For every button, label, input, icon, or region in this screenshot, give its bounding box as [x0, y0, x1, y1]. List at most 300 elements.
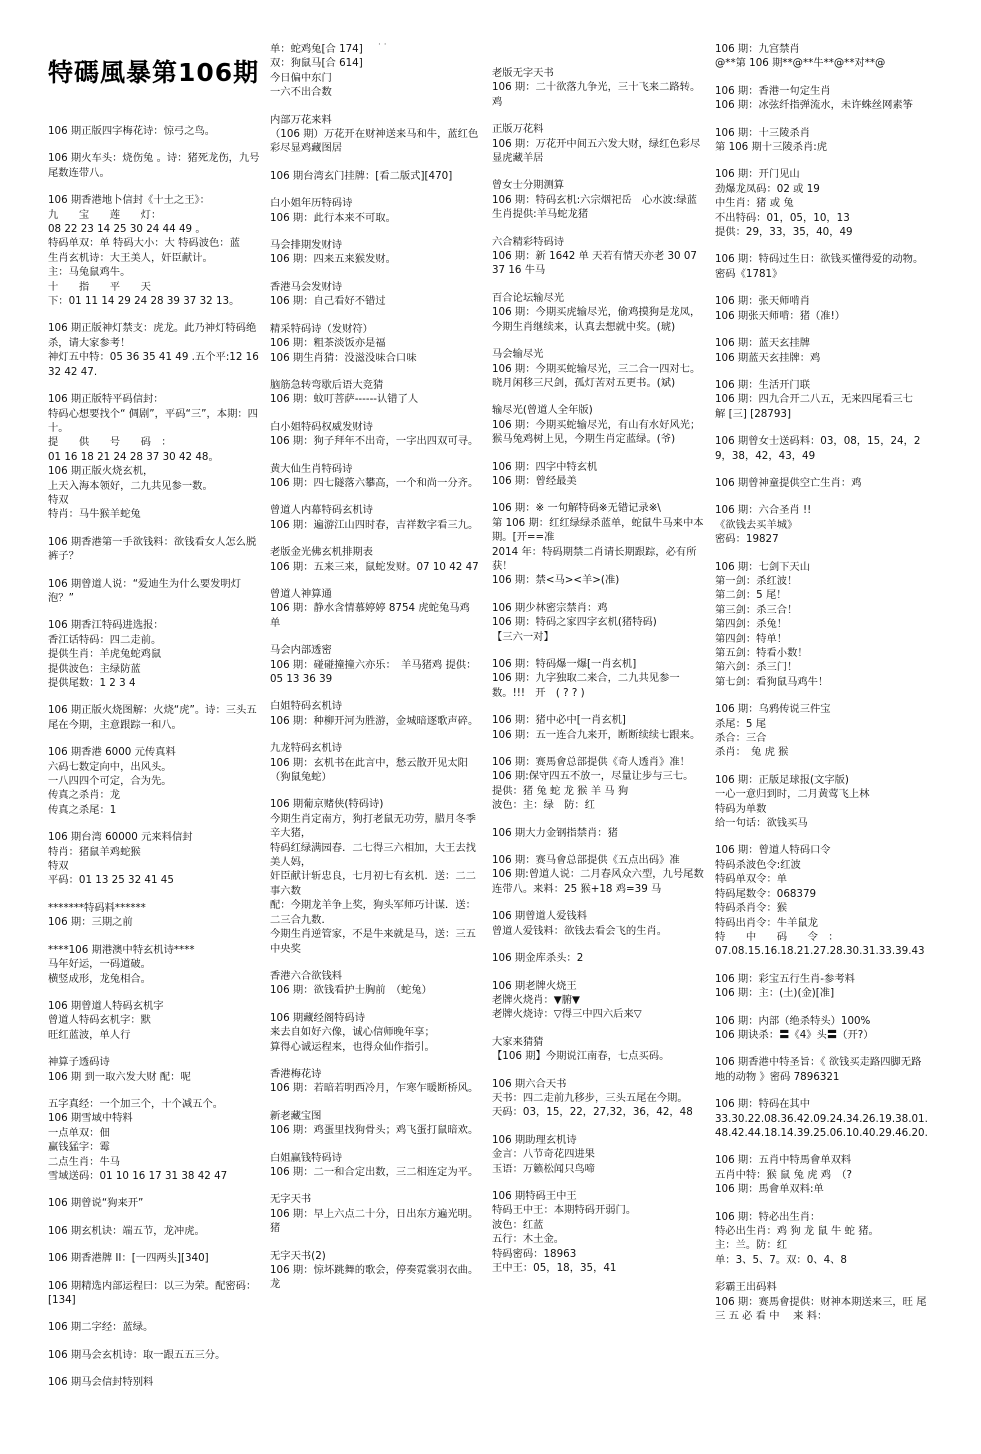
text-line: 106 期:曾道人说：二月春风众六型，九号尾数连带八。来料：25 猴+18 鸡=39 马 [492, 868, 704, 895]
text-line: 特双 [48, 493, 69, 506]
text-block [715, 1210, 929, 1268]
text-line: 106 期：四来五来猴发财。 [270, 253, 396, 266]
text-line: 106 期：四字中特玄机 [492, 460, 598, 473]
text-line: 提供波色：主绿防蓝 [48, 662, 141, 675]
text-line: 106 期：碰碰撞撞六亦乐： 羊马猪鸡 提供：05 13 36 39 [270, 658, 477, 685]
text-line: 今期生肖逆管家，不是牛来就是马，送：三五中央奖 [270, 928, 476, 955]
text-line: 106 期：静水含情慕婷婷 8754 虎蛇兔马鸡 单 [270, 602, 474, 629]
text-line: 提供尾数：1 2 3 4 [48, 677, 136, 689]
text-line: 106 期生肖猜：没滋没味合口味 [270, 351, 417, 364]
text-line: 106 期：赛馬會总部提供《奇人透肖》准！ [492, 756, 690, 769]
text-block [270, 280, 482, 309]
text-line: 主：兰。防：红 [715, 1239, 788, 1252]
text-line: 提 供 号 码 ： [48, 436, 172, 449]
text-block [715, 843, 929, 958]
text-line: 五字真经：一个加三个，十个减五个。 [48, 1097, 224, 1110]
text-line: 赢钱猛字：霉 [48, 1141, 110, 1154]
text-line: 马年好运，一码道破。 [48, 958, 151, 971]
text-line: 老版无字天书 [492, 67, 554, 79]
text-line: 106 期曾女士送码料：03，08，15，24，29，38，42，43，49 [715, 435, 921, 462]
text-line: 106 期葡京赌侠(特码诗) [270, 798, 384, 811]
text-block [270, 643, 482, 686]
text-line: 特码密码：18963 [492, 1247, 577, 1260]
text-line: 106 期正版特平码信封： [48, 393, 164, 406]
text-block [270, 1151, 482, 1180]
text-block [715, 167, 929, 239]
text-line: 106 期：五一连合九来开，断断续续七跟来。 [492, 728, 701, 741]
text-line: 不出特码：01，05，10，13 [715, 211, 850, 224]
text-line: 特 中 码 令 ： [715, 930, 839, 943]
text-block [492, 713, 706, 742]
text-line: 第一剑：杀红波！ [715, 574, 798, 587]
text-line: 106 期台湾玄门挂牌：[看二版式][470] [270, 169, 453, 182]
text-line: 提供：29，33，35，40，49 [715, 226, 853, 239]
text-block [270, 42, 482, 100]
text-line: 提供：猪 兔 蛇 龙 猴 羊 马 狗 [492, 784, 629, 797]
text-line: 106 期：惊坏跳舞的歌会，停奏霓裳羽衣曲。龙 [270, 1264, 479, 1291]
text-block [492, 347, 706, 390]
text-line: 神算子透码诗 [48, 1056, 110, 1069]
text-block [270, 196, 482, 225]
text-line: 马会内部透密 [270, 644, 332, 657]
text-block [715, 1014, 929, 1043]
text-line: 特码单双：单 特码大小：大 特码波色：蓝 [48, 237, 240, 250]
text-line: 106 期金库杀头：2 [492, 952, 584, 965]
text-line: 106 期：自己看好不错过 [270, 295, 386, 308]
text-line: 106 期香港 6000 元传真料 [48, 746, 176, 759]
text-line: 今日偏中东门 [270, 71, 332, 84]
text-line: 106 期：五来三来，鼠蛇发财。07 10 42 47 [270, 560, 479, 573]
text-line: 马会输尽光 [492, 348, 544, 361]
text-block [270, 969, 482, 998]
text-line: 六合精彩特码诗 [492, 235, 565, 248]
text-line: 106 期：玄机书在此言中，愁云散开见太阳（狗鼠兔蛇） [270, 756, 468, 784]
text-block [48, 943, 260, 986]
text-line: 01 16 18 21 24 28 37 30 42 48。 [48, 450, 219, 463]
text-block [715, 1055, 929, 1084]
text-block [492, 951, 706, 965]
text-line: 106 期六合天书 [492, 1077, 567, 1090]
text-line: 106 期：新 1642 单 天若有情天亦老 30 07 37 16 牛马 [492, 250, 701, 277]
text-line: 第 106 期：红红绿绿杀蓝单，蛇鼠牛马来中本期。[开==准 [492, 516, 704, 544]
text-line: 九 宝 莲 灯： [48, 208, 162, 221]
text-line: 六码七数定向中，出风头。 [48, 760, 172, 773]
text-line: 106 期：种柳开河为胜游，金城暗逐歌声碎。 [270, 714, 479, 727]
text-line: 第四剑：特单！ [715, 632, 788, 645]
text-line: 横竖成形，龙兔相合。 [48, 972, 151, 985]
text-line: 特必出生肖：鸡 狗 龙 鼠 牛 蛇 猪。 [715, 1225, 879, 1237]
text-line: 第三剑：杀三合！ [715, 603, 798, 616]
text-line: 第 106 期十三陵杀肖:虎 [715, 141, 828, 154]
text-line: 08 22 23 14 25 30 24 44 49 。 [48, 223, 206, 236]
text-line: 特码红绿满园春．二七得三六相加，大王去找美人妈， [270, 841, 476, 869]
text-line: （106 期）万花开在财神送来马和牛，蓝红色彩尽显鸡藏图居 [270, 128, 479, 155]
column-3 [492, 66, 706, 1454]
text-block [270, 545, 482, 574]
text-line: 07.08.15.16.18.21.27.28.30.31.33.39.43 [715, 945, 925, 958]
text-line: @**第 106 期**@**牛**@**对**@ [715, 57, 886, 70]
text-line: 特码杀肖令：猴 [715, 902, 788, 915]
text-block [48, 1196, 260, 1210]
text-line: 33.30.22.08.36.42.09.24.34.26.19.38.01. [715, 1112, 928, 1125]
text-block [48, 901, 260, 930]
text-line: 106 期正版四字梅花诗：惊弓之鸟。 [48, 125, 216, 137]
text-block [715, 560, 929, 690]
text-line: 106 期正版火烧图解：火烧“虎”。诗：三头五尾在今期，主意跟踪一和八。 [48, 704, 257, 731]
text-line: 无字天书(2) [270, 1249, 326, 1262]
text-block [715, 294, 929, 323]
text-line: 106 期：特必出生肖： [715, 1210, 821, 1223]
text-block [492, 853, 706, 896]
text-block [715, 1097, 929, 1140]
text-line: 曾道人内幕特码玄机诗 [270, 504, 373, 517]
column-4-blocks [715, 42, 929, 1323]
text-line: 主：马兔鼠鸡牛。 [48, 266, 131, 279]
text-line: 新老藏宝图 [270, 1109, 322, 1122]
text-line: 今期生肖定南方，狗打老鼠无功劳，腊月冬季辛大猪， [270, 812, 476, 840]
text-line: 106 期火车头：烧伤兔 。诗：猪死龙伤，九号尾数连带八。 [48, 152, 260, 179]
text-block [48, 193, 260, 308]
text-line: 特码尾数令：068379 [715, 887, 817, 900]
text-line: 106 期 到一取六发大财 配：呢 [48, 1070, 191, 1083]
text-line: 【三六一对】 [492, 630, 554, 643]
text-line: 脑筋急转弯歇后语大竞猜 [270, 378, 384, 391]
text-block [715, 42, 929, 71]
text-line: 白姐特码玄机诗 [270, 700, 343, 713]
text-line: 精采特码诗（发财符） [270, 322, 373, 335]
text-line: 106 期曾说“狗来开” [48, 1197, 144, 1210]
text-line: 106 期：今期买蛇输尽光，有山有水好风光；猴马兔鸡树上见，今期生肖定蓝绿。(爷) [492, 418, 701, 446]
text-line: 特肖：猪鼠羊鸡蛇猴 [48, 845, 141, 858]
text-line: 杀肖： 兔 虎 猴 [715, 746, 789, 759]
text-line: 提供生肖：羊虎兔蛇鸡鼠 [48, 648, 162, 661]
text-line: 106 期特码王中王 [492, 1189, 577, 1202]
text-line: 密码：19827 [715, 533, 779, 546]
text-line: 2014 年：特码期禁二肖请长期跟踪，必有所获！ [492, 545, 697, 572]
text-block [715, 1153, 929, 1196]
text-line: 48.42.44.18.14.39.25.06.10.40.29.46.20. [715, 1126, 928, 1139]
text-line: 波色：红蓝 [492, 1218, 544, 1231]
text-line: 106 期：此行本来不可取。 [270, 211, 396, 224]
text-line: 106 期曾道人说：“爱迪生为什么要发明灯泡？” [48, 577, 242, 604]
text-line: 杀尾：5 尾 [715, 717, 767, 730]
text-block [492, 501, 706, 587]
text-block [270, 699, 482, 728]
text-line: 106 期藏经阁特码诗 [270, 1011, 366, 1024]
text-line: 天书：四二走前九移步，三头五尾在今期。 [492, 1091, 688, 1104]
text-block [48, 1224, 260, 1238]
text-line: 106 期正版火烧玄机， [48, 465, 154, 478]
text-line: 百合论坛输尽光 [492, 291, 565, 304]
text-line: 下：01 11 14 29 24 28 39 37 32 13。 [48, 295, 240, 308]
text-line: 大家来猜猜 [492, 1035, 544, 1048]
text-line: ****106 期港澳中特玄机诗**** [48, 943, 195, 956]
text-line: 雪域送码：01 10 16 17 31 38 42 47 [48, 1169, 228, 1182]
text-line: 106 期：粗茶淡饭亦是福 [270, 337, 386, 350]
text-line: 106 期：内部（绝杀特头）100% [715, 1014, 871, 1027]
text-line: 106 期:保守四五不放一，尽量让步与三七。 [492, 770, 694, 783]
text-block [48, 1348, 260, 1362]
text-line: 106 期正版神灯禁支：虎龙。此乃神灯特码绝杀，请大家参考！ [48, 322, 257, 349]
text-block [715, 126, 929, 155]
text-line: 106 期：九字独取二来合，二九共见参一数。!!! 开 ( ? ? ) [492, 672, 680, 699]
text-line: 106 期：特码爆一爆[一肖玄机] [492, 658, 637, 670]
text-line: 双：狗鼠马[合 614] [270, 57, 363, 70]
text-line: 黄大仙生肖特码诗 [270, 462, 353, 475]
text-line: 香港马会发财诗 [270, 280, 343, 293]
text-block [492, 1189, 706, 1275]
text-line: 106 期：四九合开二八五，无来四尾看三七 [715, 393, 913, 406]
text-line: 白小姐特码权威发财诗 [270, 420, 373, 433]
text-block [492, 403, 706, 446]
text-line: *******特码料****** [48, 901, 146, 914]
text-line: 106 期：赛馬會提供：财神本期送来三，旺 尾 三 五 必 看 中 来 料： [715, 1295, 930, 1323]
text-block [48, 535, 260, 564]
page-title: 特碼風暴第106期 [48, 58, 260, 87]
text-line: 106 期：特码过生日：欲钱买懂得爱的动物。 [715, 253, 924, 266]
text-block [492, 1077, 706, 1120]
text-line: 106 期曾道人爱钱料 [492, 910, 588, 923]
text-line: 106 期：正版足球报(文字版) [715, 773, 849, 786]
text-line: 单：3、5、7。双：0、4、8 [715, 1253, 847, 1266]
text-line: 106 期：特码之家四字玄机(猪特码) [492, 616, 657, 629]
text-block [48, 618, 260, 690]
text-line: 旺红蓝波，单人行 [48, 1028, 131, 1041]
text-block [715, 702, 929, 760]
column-1 [48, 0, 263, 1389]
text-line: 五肖中特：猴 鼠 兔 虎 鸡 （? [715, 1168, 852, 1181]
text-block [270, 462, 482, 491]
text-line: 106 期：欲钱看护士胸前 （蛇兔） [270, 984, 432, 997]
text-line: 106 期：赛马會总部提供《五点出码》准 [492, 854, 680, 867]
column-3-blocks [492, 66, 706, 1275]
text-line: 106 期香港中特圣旨：《 欲钱买走路四脚无路地的动物 》密码 7896321 [715, 1056, 922, 1083]
text-block [270, 169, 482, 183]
text-block [492, 460, 706, 489]
text-line: 香港六合欲钱料 [270, 969, 343, 982]
text-block [492, 66, 706, 109]
text-line: 解 [三] [28793] [715, 407, 791, 420]
text-block [270, 1067, 482, 1096]
text-line: 单：蛇鸡兔[合 174] [270, 43, 363, 55]
text-line: 无字天书 [270, 1193, 312, 1206]
text-line: 106 期蓝天玄挂牌：鸡 [715, 351, 821, 364]
text-line: 106 期：三期之前 [48, 916, 133, 929]
text-line: 密码《1781》 [715, 267, 783, 280]
text-line: 106 期曾道人特码玄机字 [48, 999, 164, 1012]
text-block [270, 378, 482, 407]
text-line: 老牌火烧诗：▽得三中四六后来▽ [492, 1008, 642, 1021]
text-line: 马会排期发财诗 [270, 239, 343, 252]
text-block [492, 909, 706, 938]
text-line: 106 期雪域中特料 [48, 1112, 133, 1125]
text-block [270, 322, 482, 365]
text-block [715, 378, 929, 421]
text-block [270, 1249, 482, 1292]
text-line: 传真之杀尾：1 [48, 803, 117, 816]
text-line: 金言：八节奇花四进果 [492, 1148, 595, 1161]
text-line: 106 期香港牌 II：[一四两头][340] [48, 1252, 209, 1265]
text-line: 白姐赢钱特码诗 [270, 1151, 343, 1164]
text-line: 神灯五中特：05 36 35 41 49 .五个平:12 16 32 42 47. [48, 351, 263, 378]
text-block [492, 122, 706, 165]
text-block [492, 235, 706, 278]
text-line: 106 期马会信封特别料 [48, 1376, 154, 1389]
text-line: 106 期马会玄机诗：取一跟五五三分。 [48, 1348, 226, 1361]
text-line: 内部万花来料 [270, 113, 332, 126]
text-line: 香江话特码：四二走前。 [48, 633, 162, 646]
text-line: 106 期：蓝天玄挂牌 [715, 337, 811, 350]
text-line: 特码心想要找个“ 倜剧”，平码“三”，本期：四十。 [48, 407, 258, 434]
text-line: 106 期助理玄机诗 [492, 1133, 577, 1146]
text-block [48, 321, 263, 379]
text-line: 杀合：三合 [715, 732, 767, 745]
text-line: 106 期曾神童提供空亡生肖：鸡 [715, 476, 862, 489]
text-block [48, 1279, 260, 1308]
text-line: 106 期老牌火烧王 [492, 979, 577, 992]
text-block [715, 476, 929, 490]
text-line: 106 期：万花开中间五六发大财，绿红色彩尽显虎藏羊居 [492, 137, 701, 165]
text-line: 106 期：十三陵杀肖 [715, 126, 811, 139]
text-line: 106 期香港第一手欲钱料：欲钱看女人怎么脱裤子？ [48, 535, 257, 563]
text-block [715, 252, 929, 281]
text-line: 算得心诚运程来，也得众仙作指引。 [270, 1040, 435, 1053]
text-line: 106 期台湾 60000 元来料信封 [48, 831, 193, 844]
column-1-blocks [48, 124, 263, 1390]
text-line: 106 期：狗子拜年不出奇，一字出四双可寻。 [270, 435, 479, 448]
text-line: 106 期：曾道人特码口令 [715, 844, 831, 857]
text-line: 106 期精选内部运程曰：以三为荣。配密码：[134] [48, 1279, 257, 1306]
text-line: 106 期：冰弦纤指弹流水，未许蛛丝网素筝 [715, 99, 913, 112]
text-line: 106 期：禁<马><羊>(准) [492, 574, 620, 587]
text-line: 十 指 平 天 [48, 280, 151, 293]
text-line: 特肖：马牛猴羊蛇兔 [48, 508, 141, 521]
text-line: 106 期：蚊叮菩萨------认错了人 [270, 393, 419, 406]
text-line: 106 期：生活开门联 [715, 378, 811, 391]
text-line: 106 期玄机诀：端五节，龙冲虎。 [48, 1224, 205, 1237]
text-block [715, 434, 929, 463]
text-line: 106 期：鸡蛋里找狗骨头；鸡飞蛋打鼠暗欢。 [270, 1124, 479, 1137]
text-line: 106 期：开门见山 [715, 168, 800, 181]
text-line: 第五剑：特看小数！ [715, 647, 808, 659]
text-line: 106 期：馬會单双料:单 [715, 1183, 824, 1196]
text-line: 106 期：四七隧落六攀高，一个和尚一分齐。 [270, 476, 479, 489]
text-line: 正版万花料 [492, 123, 544, 136]
text-line: 106 期：张天师啃肖 [715, 295, 811, 308]
text-line: 106 期：二一和合定出数，三二相连定为平。 [270, 1165, 479, 1178]
text-line: 特码单双令：单 [715, 873, 788, 886]
text-line: 《欲钱去买羊城》 [715, 518, 798, 531]
text-block [270, 1109, 482, 1138]
text-line: 106 期香港地卜信封《十土之王》： [48, 194, 210, 207]
text-line: 给一句话：欲钱买马 [715, 817, 808, 830]
text-line: 特码王中王：本期特码开弱门。 [492, 1204, 637, 1217]
text-line: 输尽光(曾道人全年版) [492, 404, 593, 417]
text-block [48, 1097, 260, 1183]
text-line: 106 期：七剑下天山 [715, 560, 811, 573]
text-line: 曾道人特码玄机字：默 [48, 1014, 151, 1027]
text-block [492, 291, 706, 334]
text-block [48, 392, 260, 522]
text-block [715, 972, 929, 1001]
text-line: 106 期少林密宗禁肖：鸡 [492, 601, 608, 614]
text-block [715, 773, 929, 831]
text-line: 彩霸王出码料 [715, 1281, 777, 1294]
text-block [48, 830, 260, 888]
text-line: 第七剑：看狗鼠马鸡牛！ [715, 675, 829, 688]
text-block [270, 1192, 482, 1235]
text-line: 一心一意归到时，二月黄莺飞上林 [715, 788, 870, 801]
text-line: 五行：木土金。 [492, 1233, 565, 1246]
text-line: 曾道人神算通 [270, 587, 332, 600]
text-block [270, 503, 482, 532]
text-line: 106 期：※ 一句解特码※无错记录※\ [492, 502, 661, 515]
text-block [48, 1251, 260, 1265]
text-block [270, 741, 482, 784]
text-line: 106 期：主：(土)(金)[准] [715, 987, 835, 1000]
text-line: 106 期二字经：蓝绿。 [48, 1321, 154, 1334]
text-block [270, 420, 482, 449]
text-line: 白小姐年历特码诗 [270, 197, 353, 210]
text-block [270, 113, 482, 156]
text-line: 一点单双：佃 [48, 1126, 110, 1139]
text-line: 106 期：二十欲落九争光，三十飞来二路转。鸡 [492, 81, 701, 108]
text-line: 平码：01 13 25 32 41 45 [48, 874, 174, 887]
text-block [48, 745, 260, 817]
text-line: 第四剑：杀兔！ [715, 618, 788, 631]
text-line: 106 期：今期买虎输尽光，偷鸡摸狗是龙凤，今期生肖继续来，认真去想就中奖。(琥) [492, 306, 701, 333]
text-block [492, 826, 706, 840]
text-line: 特码杀波色令:红波 [715, 858, 801, 871]
text-line: 106 期：香港一句定生肖 [715, 84, 831, 97]
text-block [270, 238, 482, 267]
text-block [48, 1320, 260, 1334]
text-line: 106 期大力金钢指禁肖：猪 [492, 826, 618, 839]
text-line: 一八四四个可定，合为先。 [48, 775, 172, 788]
text-line: 传真之杀肖：龙 [48, 789, 121, 802]
text-block [492, 979, 706, 1022]
text-line: 玉语：万籁松闻只鸟啼 [492, 1162, 595, 1175]
text-line: 上天入海本领好，二九共见参一数。 [48, 479, 213, 492]
text-line: 106 期：彩宝五行生肖-参考料 [715, 972, 855, 985]
text-line: 106 期：猪中必中[一肖玄机] [492, 714, 626, 727]
text-line: 劲爆龙凤码：02 或 19 [715, 182, 820, 195]
text-line: 特码为单数 [715, 802, 767, 815]
text-line: 曾女士分期测算 [492, 179, 565, 192]
text-block [715, 1280, 929, 1323]
text-line: 【106 期】今期说江南春，七点买码。 [492, 1050, 670, 1063]
text-line: 第二剑：5 尾！ [715, 589, 787, 602]
text-line: 106 期：今期买蛇输尽光，三二合一四对七。晓月闲移三尺剑，孤灯苦对五更书。(斌) [492, 362, 701, 389]
text-line: 106 期诀杀：〓《4》头〓（开?） [715, 1028, 874, 1041]
text-block [48, 124, 260, 138]
text-line: 第六剑：杀三门！ [715, 661, 798, 674]
text-block [48, 151, 260, 180]
text-line: 106 期：早上六点二十分，日出东方遍光明。 猪 [270, 1207, 484, 1235]
text-line: 106 期：六合圣肖 !! [715, 504, 812, 517]
text-line: 106 期：九宫禁肖 [715, 43, 800, 55]
text-line: 生肖玄机诗：大王美人，奸臣献计。 [48, 251, 213, 264]
text-block [48, 703, 260, 732]
text-line: 106 期张天师啃：猪（准!） [715, 309, 846, 322]
text-block [48, 577, 260, 606]
text-line: 老牌火烧肖：▼腑▼ [492, 993, 580, 1006]
text-block [270, 1011, 482, 1054]
text-block [48, 1055, 260, 1084]
corner-marks: · · [378, 40, 387, 50]
column-2 [270, 42, 482, 1430]
text-line: 波色：主：绿 防：红 [492, 799, 595, 812]
